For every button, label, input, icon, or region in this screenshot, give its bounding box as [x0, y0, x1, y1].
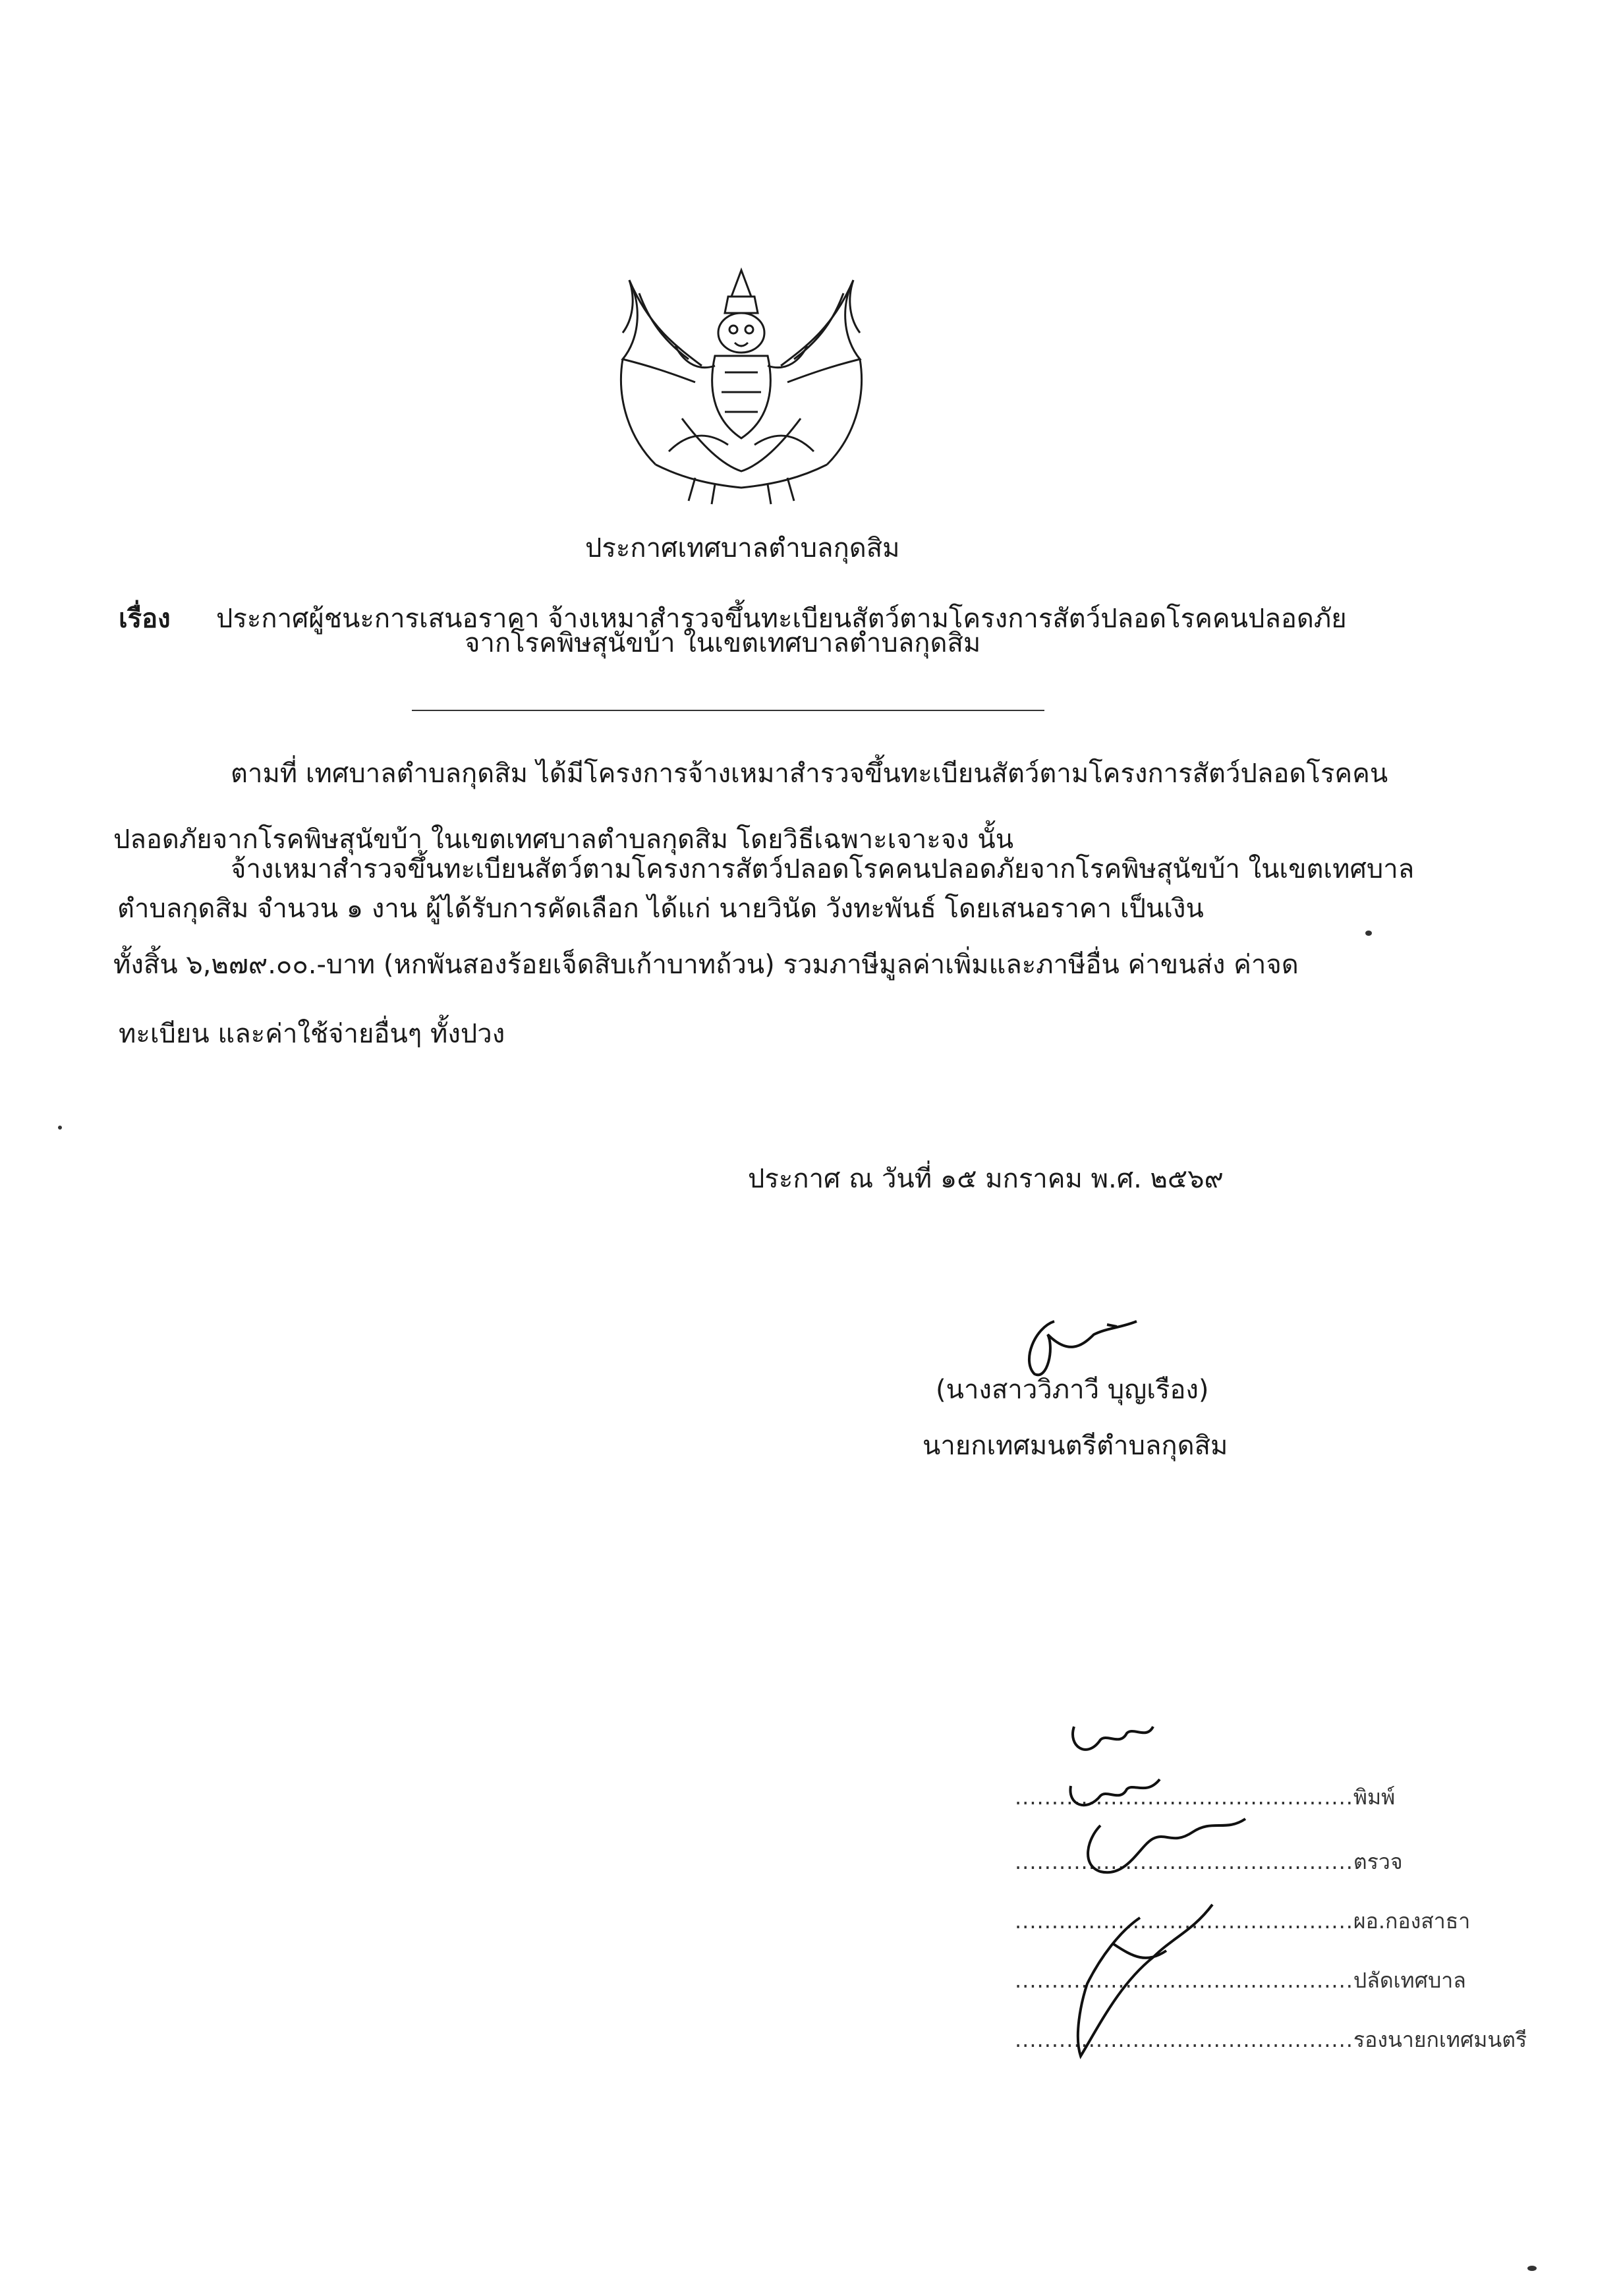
body-paragraph-2-line-3: ทั้งสิ้น ๖,๒๗๙.๐๐.-บาท (หกพันสองร้อยเจ็ดสิบเก้าบาทถ้วน) รวมภาษีมูลค่าเพิ่มและภาษีอื่น ค่าขนส่ง ค่าจด: [113, 950, 1299, 980]
divider-line: [412, 710, 1044, 711]
signatory-position: นายกเทศมนตรีตำบลกุดสิม: [923, 1431, 1228, 1461]
approval-dots: ..............................................: [1015, 1968, 1353, 1993]
subject-label: เรื่อง: [119, 604, 171, 634]
approval-dots: ..............................................: [1015, 1785, 1353, 1810]
subject-line-1: ประกาศผู้ชนะการเสนอราคา จ้างเหมาสำรวจขึ้นทะเบียนสัตว์ตามโครงการสัตว์ปลอดโรคคนปลอดภัย: [216, 604, 1347, 634]
signatory-name: (นางสาววิภาวี บุญเรือง): [936, 1375, 1209, 1405]
approval-label: ปลัดเทศบาล: [1353, 1968, 1466, 1993]
subject-line-2: จากโรคพิษสุนัขบ้า ในเขตเทศบาลตำบลกุดสิม: [465, 628, 981, 658]
approval-label: ตรวจ: [1353, 1849, 1403, 1874]
body-paragraph-1-line-2: ปลอดภัยจากโรคพิษสุนัขบ้า ในเขตเทศบาลตำบลกุดสิม โดยวิธีเฉพาะเจาะจง นั้น: [113, 824, 1014, 855]
approval-label: ผอ.กองสาธา: [1353, 1909, 1471, 1934]
signature-icon: [1008, 1308, 1140, 1381]
scan-speck: [1365, 931, 1372, 936]
approval-dots: ..............................................: [1015, 2027, 1353, 2052]
body-paragraph-1-line-1: ตามที่ เทศบาลตำบลกุดสิม ได้มีโครงการจ้างเหมาสำรวจขึ้นทะเบียนสัตว์ตามโครงการสัตว์ปลอดโรคคน: [231, 759, 1388, 789]
initials-signature-icon: [1061, 1707, 1259, 2063]
approval-label: พิมพ์: [1353, 1785, 1396, 1810]
body-paragraph-2-line-1: จ้างเหมาสำรวจขึ้นทะเบียนสัตว์ตามโครงการสัตว์ปลอดโรคคนปลอดภัยจากโรคพิษสุนัขบ้า ในเขตเทศบาล: [231, 854, 1415, 884]
body-paragraph-2-line-4: ทะเบียน และค่าใช้จ่ายอื่นๆ ทั้งปวง: [119, 1019, 505, 1049]
scan-speck: [58, 1126, 62, 1130]
announcement-heading: ประกาศเทศบาลตำบลกุดสิม: [585, 533, 900, 563]
approval-dots: ..............................................: [1015, 1849, 1353, 1874]
garuda-emblem-icon: [603, 267, 880, 511]
scan-speck: [1527, 2266, 1537, 2271]
body-paragraph-2-line-2: ตำบลกุดสิม จำนวน ๑ งาน ผู้ได้รับการคัดเลือก ได้แก่ นายวินัด วังทะพันธ์ โดยเสนอราคา เป็นเงิน: [117, 894, 1204, 924]
approval-dots: ..............................................: [1015, 1909, 1353, 1934]
approval-label: รองนายกเทศมนตรี: [1353, 2027, 1527, 2052]
announcement-date: ประกาศ ณ วันที่ ๑๕ มกราคม พ.ศ. ๒๕๖๙: [748, 1164, 1224, 1194]
